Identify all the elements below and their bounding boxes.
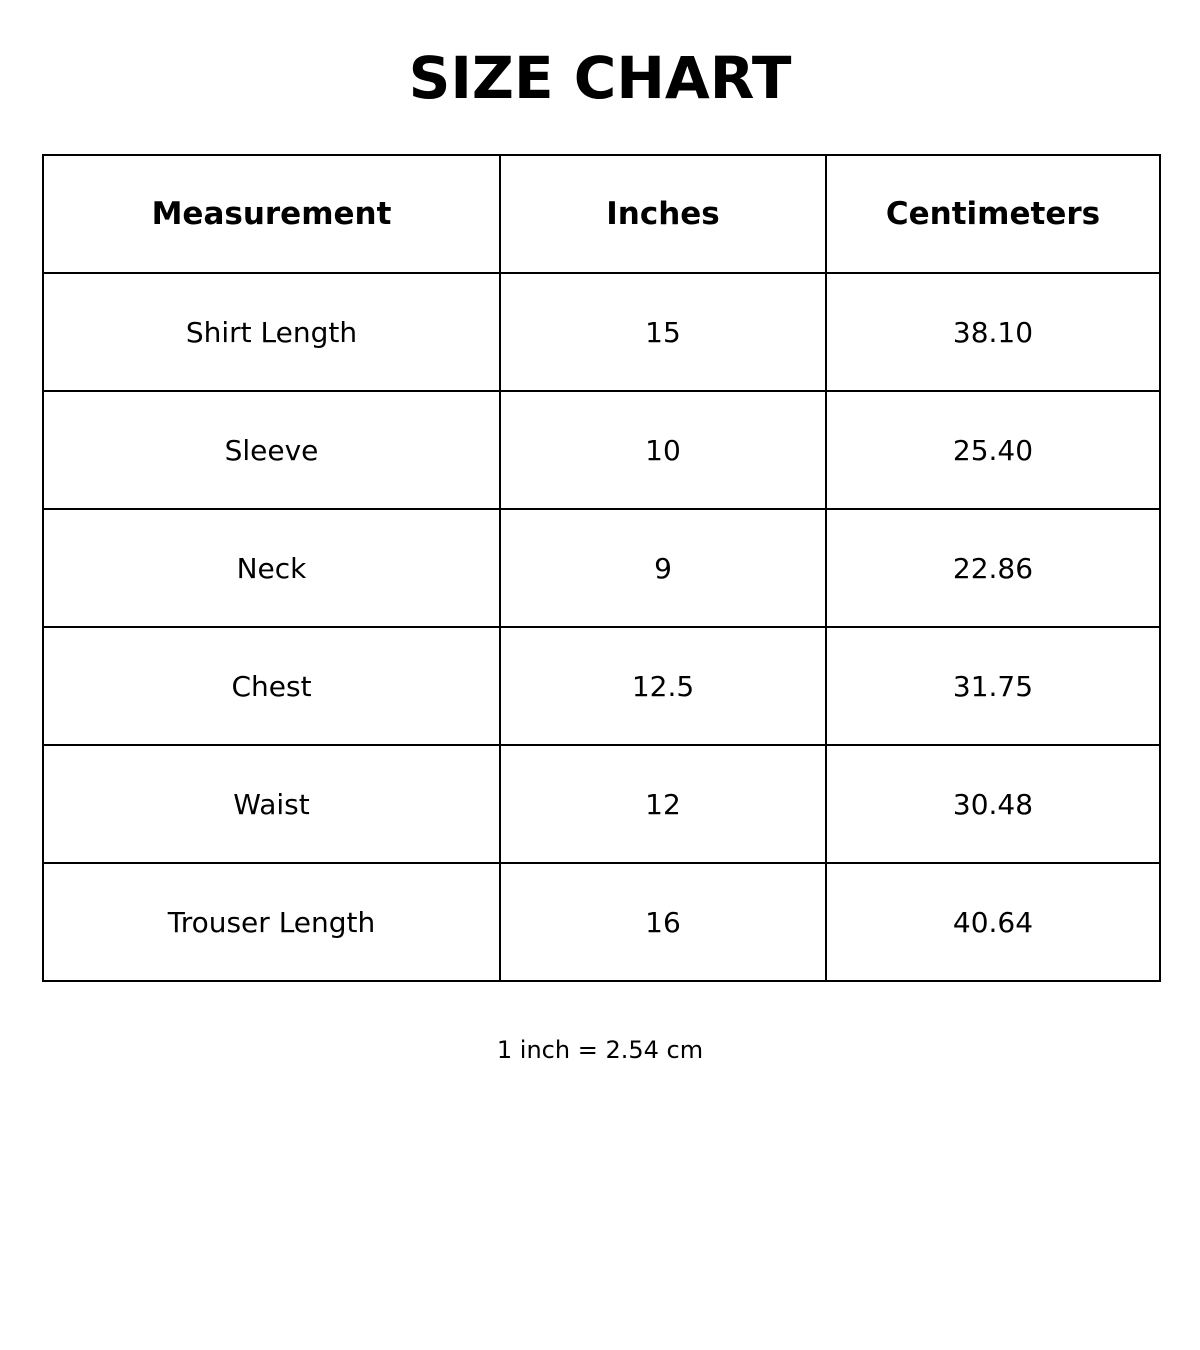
measurement-cell: Chest bbox=[43, 627, 500, 745]
centimeters-cell: 25.40 bbox=[826, 391, 1160, 509]
inches-cell: 12 bbox=[500, 745, 826, 863]
inches-cell: 10 bbox=[500, 391, 826, 509]
measurement-cell: Sleeve bbox=[43, 391, 500, 509]
table-row bbox=[43, 509, 1160, 627]
centimeters-cell: 40.64 bbox=[826, 863, 1160, 981]
table-row bbox=[43, 273, 1160, 391]
measurement-cell: Shirt Length bbox=[43, 273, 500, 391]
inches-cell: 12.5 bbox=[500, 627, 826, 745]
inches-cell: 9 bbox=[500, 509, 826, 627]
measurement-cell: Waist bbox=[43, 745, 500, 863]
centimeters-cell: 22.86 bbox=[826, 509, 1160, 627]
centimeters-cell: 38.10 bbox=[826, 273, 1160, 391]
measurement-cell: Trouser Length bbox=[43, 863, 500, 981]
table-row bbox=[43, 627, 1160, 745]
conversion-footnote: 1 inch = 2.54 cm bbox=[496, 1036, 704, 1064]
inches-cell: 16 bbox=[500, 863, 826, 981]
header-measurement: Measurement bbox=[43, 155, 500, 273]
measurement-cell: Neck bbox=[43, 509, 500, 627]
centimeters-cell: 31.75 bbox=[826, 627, 1160, 745]
header-centimeters: Centimeters bbox=[826, 155, 1160, 273]
centimeters-cell: 30.48 bbox=[826, 745, 1160, 863]
page-title: SIZE CHART bbox=[408, 44, 792, 112]
table-row bbox=[43, 391, 1160, 509]
table-header-row bbox=[43, 155, 1160, 273]
inches-cell: 15 bbox=[500, 273, 826, 391]
table-row bbox=[43, 863, 1160, 981]
size-chart-table bbox=[42, 154, 1161, 982]
table-row bbox=[43, 745, 1160, 863]
header-inches: Inches bbox=[500, 155, 826, 273]
